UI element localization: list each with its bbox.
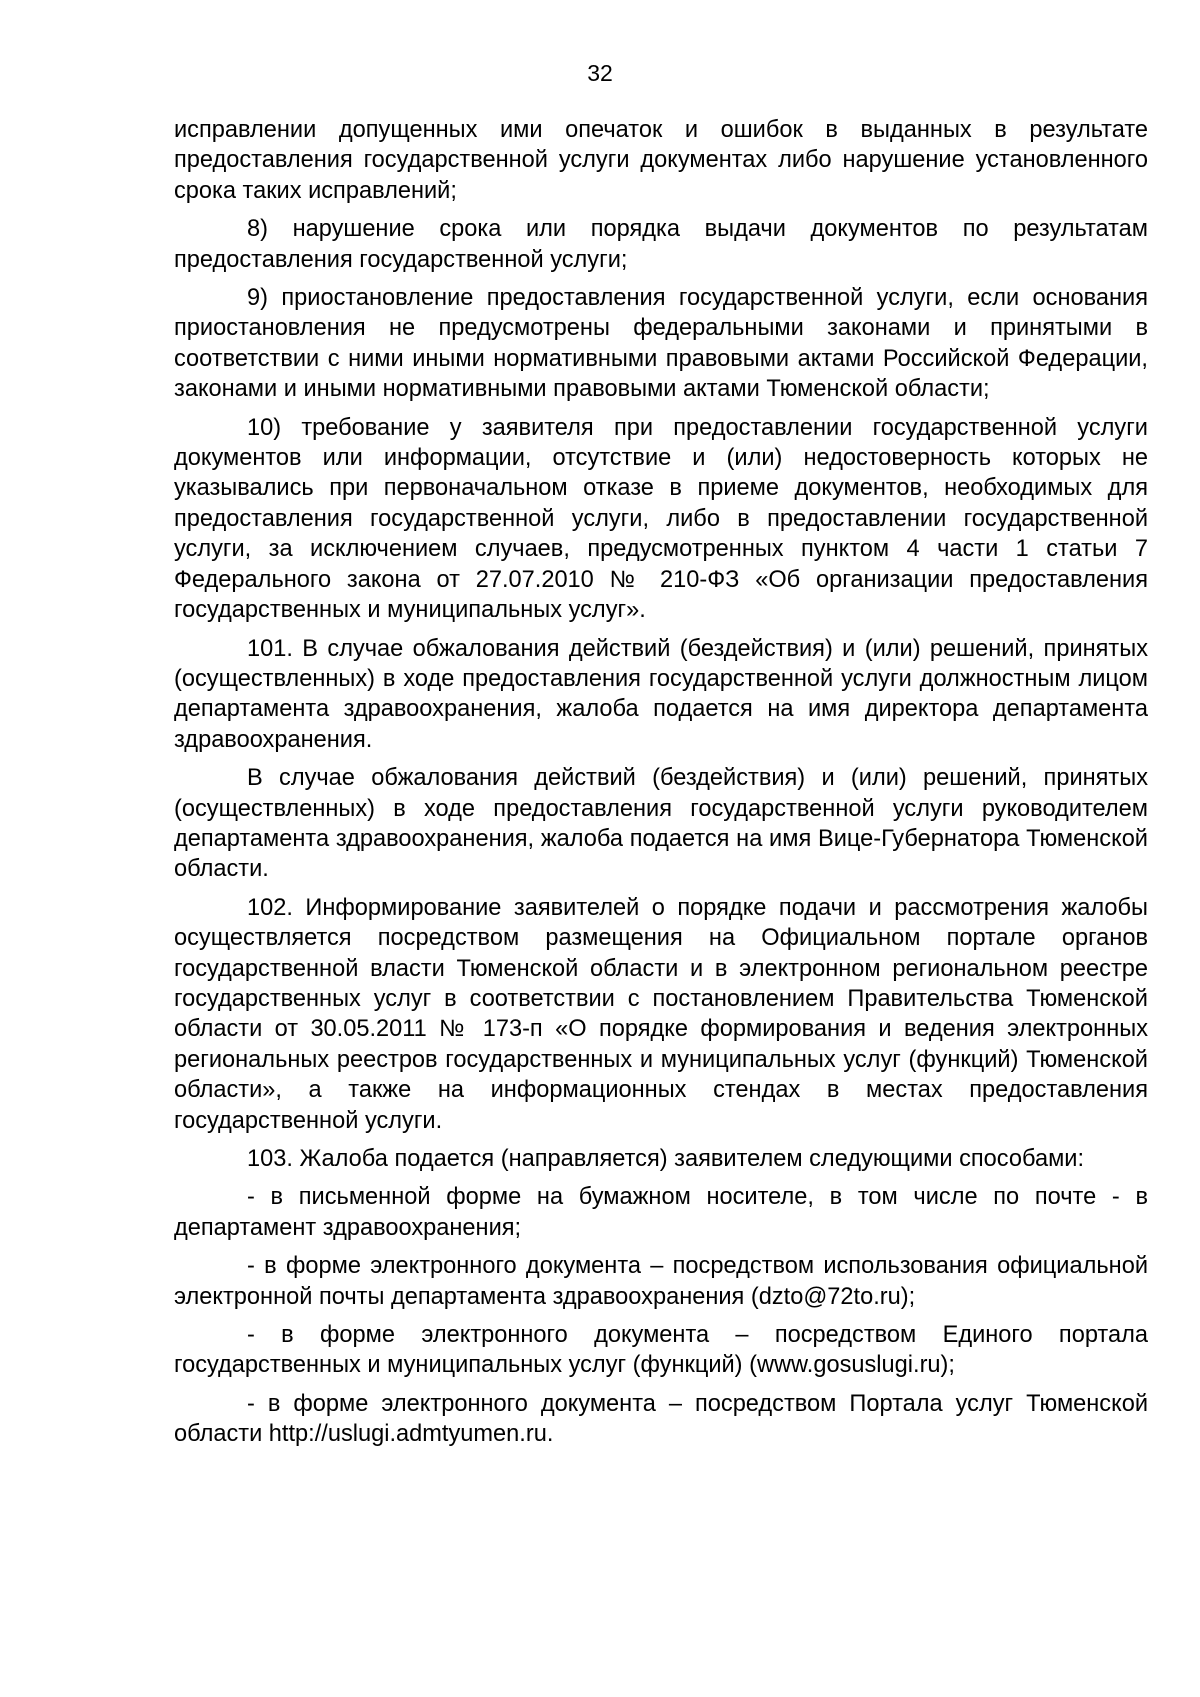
paragraph-item-10: 10) требование у заявителя при предоставлении государственной услуги документов или информации, отсутствие и (или) недостоверность которых не указывались при первоначальном отказе в приеме документов, необходимых для предоставления государственной услуги, либо в предоставлении государственной услуги, за исключением случаев, предусмотренных пунктом 4 части 1 статьи 7 Федерального закона от 27.07.2010 № 210-ФЗ «Об организации предоставления государственных и муниципальных услуг». xyxy=(174,414,1148,624)
paragraph-clause-101-second: В случае обжалования действий (бездействия) и (или) решений, принятых (осуществленных) в ходе предоставления государственной услуги руководителем департамента здравоохранения, жалоба подается на имя Вице-Губернатора Тюменской области. xyxy=(174,765,1148,883)
paragraph-continuation: исправлении допущенных ими опечаток и ошибок в выданных в результате предоставления государственной услуги документах либо нарушение установленного срока таких исправлений; xyxy=(174,117,1148,204)
paragraph-clause-102: 102. Информирование заявителей о порядке подачи и рассмотрения жалобы осуществляется посредством размещения на Официальном портале органов государственной власти Тюменской области и в электронном региональном реестре государственных услуг в соответствии с постановлением Правительства Тюменской области от 30.05.2011 № 173-п «О порядке формирования и ведения электронных региональных реестров государственных и муниципальных услуг (функций) Тюменской области», а также на информационных стендах в местах предоставления государственной услуги. xyxy=(174,894,1148,1134)
document-body xyxy=(174,115,1148,1458)
paragraph-item-9: 9) приостановление предоставления государственной услуги, если основания приостановления не предусмотрены федеральными законами и принятыми в соответствии с ними иными нормативными правовыми актами Российской Федерации, законами и иными нормативными правовыми актами Тюменской области; xyxy=(174,285,1148,403)
list-item-regional-portal: - в форме электронного документа – посредством Портала услуг Тюменской области http://uslugi.admtyumen.ru. xyxy=(174,1390,1148,1448)
paragraph-clause-103: 103. Жалоба подается (направляется) заявителем следующими способами: xyxy=(247,1146,1085,1172)
list-item-paper-form: - в письменной форме на бумажном носителе, в том числе по почте - в департамент здравоохранения; xyxy=(174,1184,1148,1241)
page-number: 32 xyxy=(587,60,613,86)
paragraph-clause-101: 101. В случае обжалования действий (бездействия) и (или) решений, принятых (осуществленных) в ходе предоставления государственной услуги должностным лицом департамента здравоохранения, жалоба подается на имя директора департамента здравоохранения. xyxy=(174,635,1148,753)
list-item-gosuslugi-portal: - в форме электронного документа – посредством Единого портала государственных и муниципальных услуг (функций) (www.gosuslugi.ru); xyxy=(174,1322,1148,1379)
paragraph-item-8: 8) нарушение срока или порядка выдачи документов по результатам предоставления государственной услуги; xyxy=(174,216,1148,273)
list-item-official-email: - в форме электронного документа – посредством использования официальной электронной почты департамента здравоохранения (dzto@72to.ru); xyxy=(174,1253,1148,1310)
